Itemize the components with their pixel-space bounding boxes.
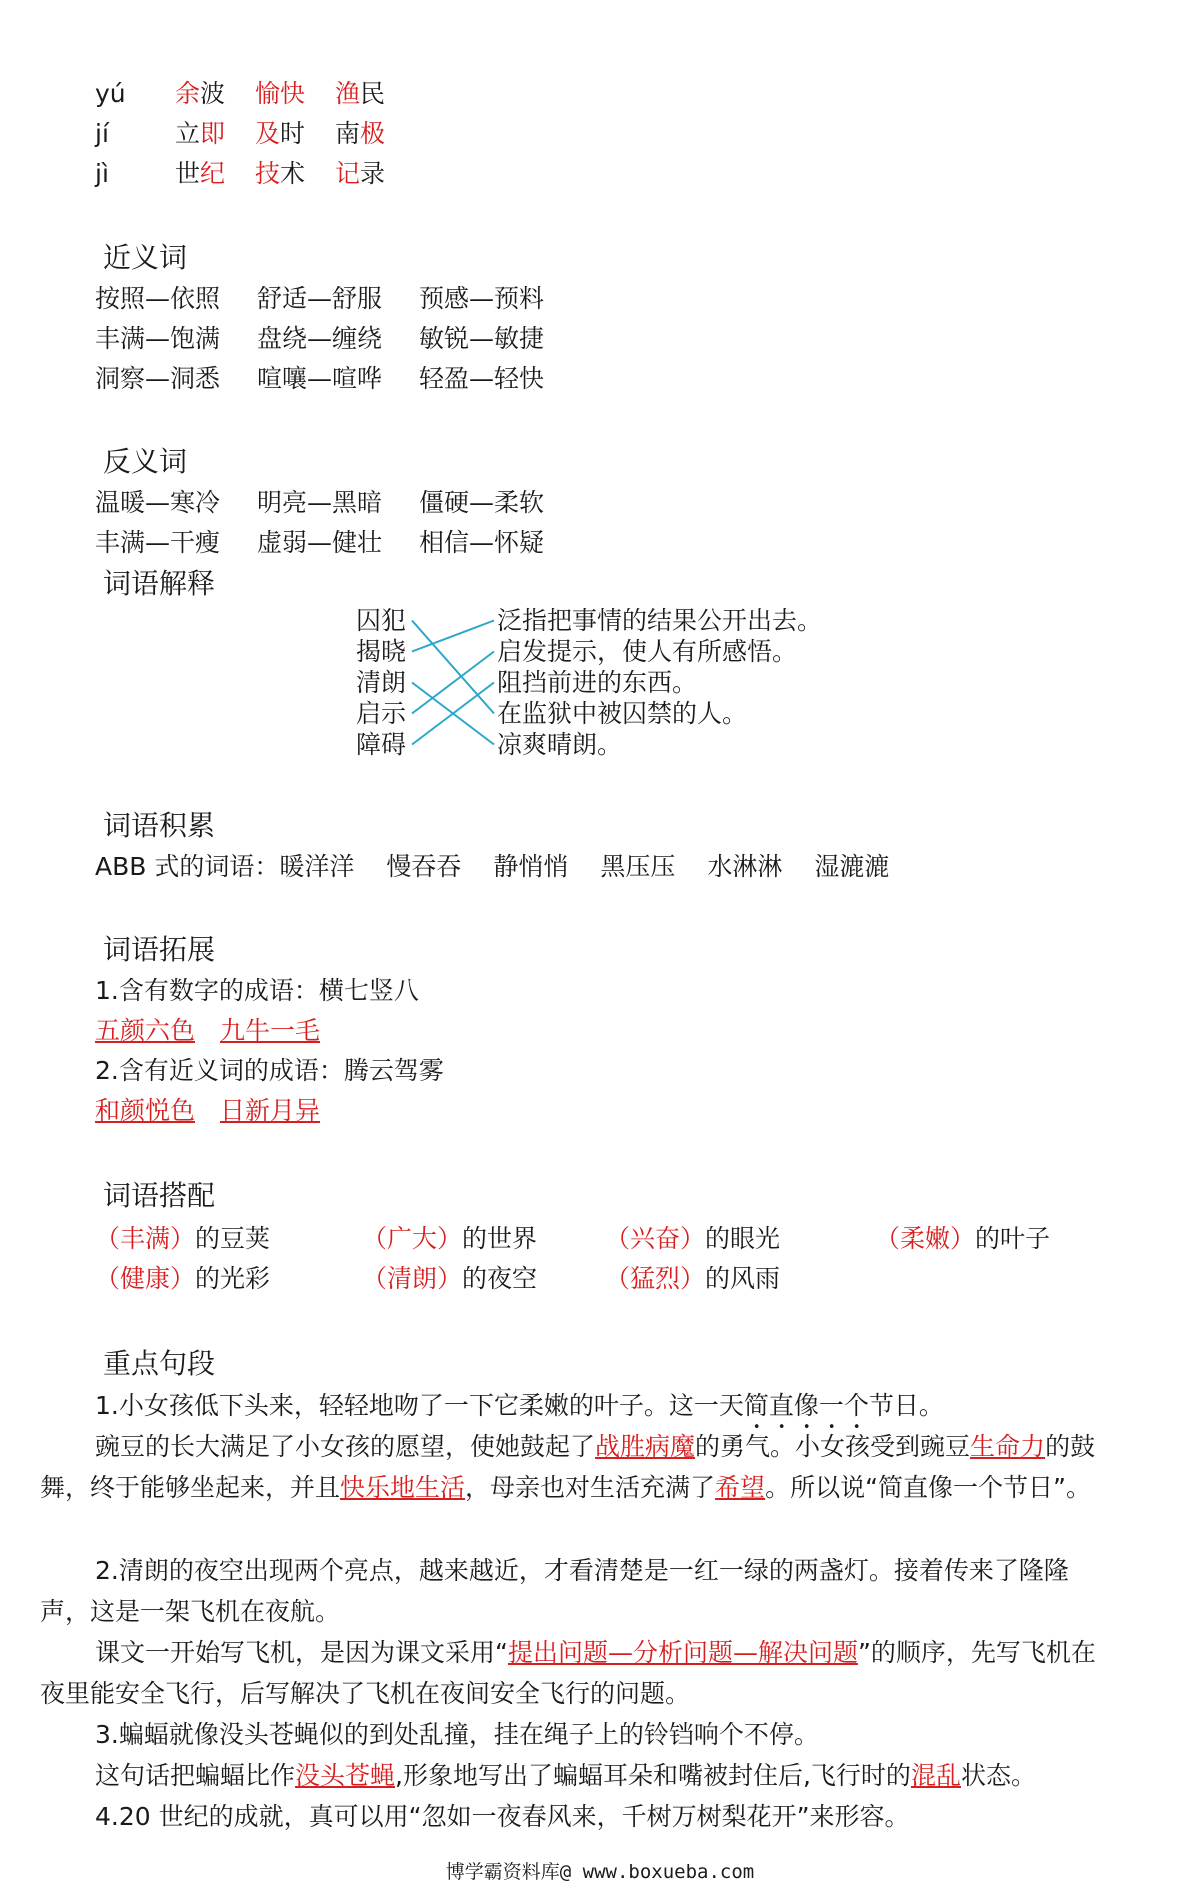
pinyin: jí — [95, 119, 109, 148]
key-analysis-2: 课文一开始写飞机，是因为课文采用“提出问题—分析问题—解决问题”的顺序，先写飞机在夜里能安全飞行，后写解决了飞机在夜间安全飞行的问题。 — [40, 1638, 1096, 1708]
match-line — [412, 621, 494, 652]
collocation-item: （广大）的世界 — [362, 1224, 538, 1253]
match-meaning: 启发提示，使人有所感悟。 — [497, 637, 798, 666]
match-word: 启示 — [356, 699, 407, 728]
word: 渔民 — [335, 79, 386, 108]
key-sentence-1: 1.小女孩低下头来，轻轻地吻了一下它柔嫩的叶子。这一天简直像一个节日。 — [95, 1391, 944, 1420]
word: 及时 — [255, 119, 306, 148]
key-sentence-2: 2.清朗的夜空出现两个亮点，越来越近，才看清楚是一红一绿的两盏灯。接着传来了隆隆声，这是一架飞机在夜航。 — [40, 1556, 1069, 1626]
synonym-row: 丰满—饱满 盘绕—缠绕 敏锐—敏捷 — [95, 324, 545, 353]
collocation-item: （健康）的光彩 — [95, 1264, 271, 1293]
abb-words: ABB 式的词语：暖洋洋 慢吞吞 静悄悄 黑压压 水淋淋 湿漉漉 — [95, 852, 890, 881]
match-line — [412, 652, 494, 714]
match-meaning: 阻挡前进的东西。 — [497, 668, 698, 697]
antonym-row: 温暖—寒冷 明亮—黑暗 僵硬—柔软 — [95, 488, 545, 517]
key-heading: 重点句段 — [103, 1347, 216, 1380]
expand-question-1: 1.含有数字的成语：横七竖八 — [95, 976, 419, 1005]
match-word: 障碍 — [356, 730, 407, 759]
match-meaning: 泛指把事情的结果公开出去。 — [497, 606, 823, 635]
word: 南极 — [335, 119, 386, 148]
match-word: 揭晓 — [356, 637, 407, 666]
word: 技术 — [255, 159, 306, 188]
expand-heading: 词语拓展 — [103, 933, 216, 966]
word: 余波 — [175, 79, 226, 108]
collocation-item: （清朗）的夜空 — [362, 1264, 538, 1293]
word: 世纪 — [175, 159, 226, 188]
match-meaning: 凉爽晴朗。 — [497, 730, 623, 759]
synonym-row: 按照—依照 舒适—舒服 预感—预料 — [95, 284, 545, 313]
word: 立即 — [175, 119, 226, 148]
collocation-item: （兴奋）的眼光 — [605, 1224, 781, 1253]
match-meaning: 在监狱中被囚禁的人。 — [497, 699, 748, 728]
footer-watermark: 博学霸资料库@ www.boxueba.com — [445, 1861, 755, 1883]
match-meanings — [497, 605, 822, 760]
collocation-item: （猛烈）的风雨 — [605, 1264, 781, 1293]
key-sentence-4: 4.20 世纪的成就，真可以用“忽如一夜春风来，千树万树梨花开”来形容。 — [95, 1802, 910, 1831]
collocation-item: （丰满）的豆荚 — [95, 1224, 271, 1253]
match-word: 清朗 — [356, 668, 407, 697]
expand-answer-1: 五颜六色 九牛一毛 — [95, 1016, 321, 1045]
accumulate-heading: 词语积累 — [103, 809, 216, 842]
collocation-item: （柔嫩）的叶子 — [875, 1224, 1051, 1253]
key-sentence-3: 3.蝙蝠就像没头苍蝇似的到处乱撞，挂在绳子上的铃铛响个不停。 — [95, 1720, 819, 1749]
pinyin: jì — [95, 159, 109, 188]
synonym-row: 洞察—洞悉 喧嚷—喧哗 轻盈—轻快 — [95, 364, 545, 393]
antonyms-heading: 反义词 — [103, 445, 188, 478]
match-line — [412, 621, 494, 714]
antonym-row: 丰满—干瘦 虚弱—健壮 相信—怀疑 — [95, 528, 545, 557]
word: 记录 — [335, 159, 386, 188]
expand-question-2: 2.含有近义词的成语：腾云驾雾 — [95, 1056, 444, 1085]
collocation-heading: 词语搭配 — [103, 1179, 216, 1212]
key-analysis-1: 豌豆的长大满足了小女孩的愿望，使她鼓起了战胜病魔的勇气。小女孩受到豌豆生命力的鼓舞，终于能够坐起来，并且快乐地生活，母亲也对生活充满了希望。所以说“简直像一个节日”。 — [40, 1432, 1096, 1502]
explain-heading: 词语解释 — [103, 567, 216, 600]
synonyms-heading: 近义词 — [103, 241, 188, 274]
expand-answer-2: 和颜悦色 日新月异 — [95, 1096, 321, 1125]
key-analysis-3: 这句话把蝙蝠比作没头苍蝇,形象地写出了蝙蝠耳朵和嘴被封住后,飞行时的混乱状态。 — [95, 1761, 1036, 1790]
match-word: 囚犯 — [356, 606, 407, 635]
pinyin: yú — [95, 79, 126, 108]
word: 愉快 — [255, 79, 306, 108]
